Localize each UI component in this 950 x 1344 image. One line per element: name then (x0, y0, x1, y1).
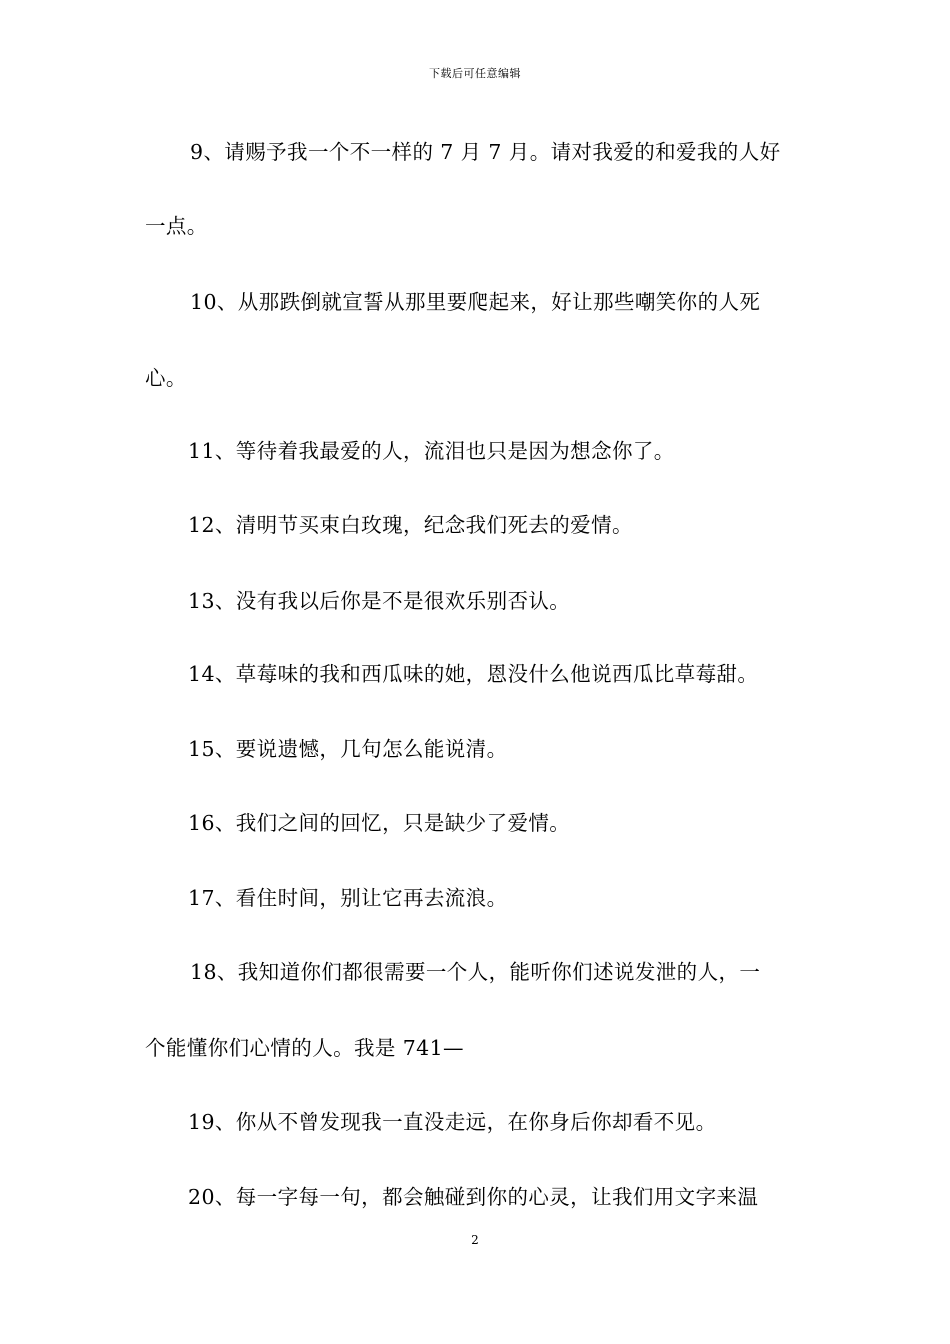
text-line: 14、草莓味的我和西瓜味的她，恩没什么他说西瓜比草莓甜。 (188, 662, 759, 686)
text-line: 一点。 (145, 214, 208, 238)
text-line: 10、从那跌倒就宣誓从那里要爬起来，好让那些嘲笑你的人死 (190, 290, 761, 314)
header-note: 下载后可任意编辑 (429, 67, 521, 80)
text-line: 个能懂你们心情的人。我是 741— (145, 1036, 464, 1060)
text-line: 20、每一字每一句，都会触碰到你的心灵，让我们用文字来温 (188, 1185, 759, 1209)
page-number: 2 (471, 1233, 479, 1247)
text-line: 13、没有我以后你是不是很欢乐别否认。 (188, 589, 571, 613)
text-line: 19、你从不曾发现我一直没走远，在你身后你却看不见。 (188, 1110, 717, 1134)
text-line: 11、等待着我最爱的人，流泪也只是因为想念你了。 (188, 439, 675, 463)
text-line: 12、清明节买束白玫瑰，纪念我们死去的爱情。 (188, 513, 633, 537)
text-line: 18、我知道你们都很需要一个人，能听你们述说发泄的人，一 (190, 960, 761, 984)
text-line: 16、我们之间的回忆，只是缺少了爱情。 (188, 811, 571, 835)
text-line: 9、请赐予我一个不一样的 7 月 7 月。请对我爱的和爱我的人好 (190, 140, 781, 164)
text-line: 17、看住时间，别让它再去流浪。 (188, 886, 508, 910)
text-line: 心。 (145, 366, 187, 390)
text-line: 15、要说遗憾，几句怎么能说清。 (188, 737, 508, 761)
